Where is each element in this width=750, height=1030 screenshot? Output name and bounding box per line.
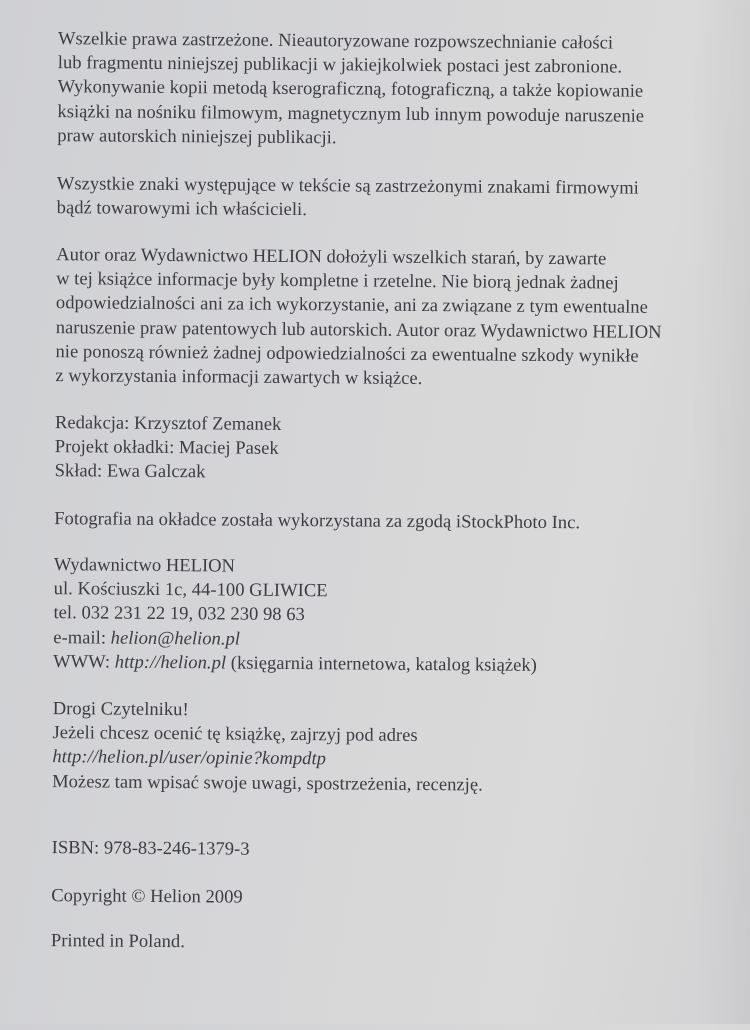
text-line: Wszystkie znaki występujące w tekście są zastrzeżonymi znakami firmowymi [56,174,639,199]
reader-line-1: Jeżeli chcesz ocenić tę książkę, zajrzyj pod adres [52,723,418,747]
publisher-www-line [53,650,537,678]
email-link: helion@helion.pl [110,628,241,650]
reader-block [52,697,483,797]
text-line: książki na nośniku filmowym, magnetycznym lub innym powoduje naruszenie [57,101,645,127]
publisher-name: Wydawnictwo HELION [53,555,236,577]
rights-paragraph [57,27,645,153]
text-line: Autor oraz Wydawnictwo HELION dołożyli wszelkich starań, by zawarte [56,245,607,270]
cover-design-credit: Projekt okładki: Maciej Pasek [54,437,279,460]
publisher-phone: tel. 032 231 22 19, 032 230 98 63 [53,603,305,626]
text-line: Wykonywanie kopii metodą kserograficzną, fotograficzną, a także kopiowanie [57,77,644,103]
copyright-text: Copyright © Helion 2009 [51,886,243,908]
text-line: Wszelkie prawa zastrzeżone. Nieautoryzowane rozpowszechnianie całości [57,29,614,54]
isbn-text: ISBN: 978-83-246-1379-3 [51,838,250,860]
text-line: praw autorskich niniejszej publikacji. [57,125,337,149]
reader-greeting: Drogi Czytelniku! [52,699,189,721]
text-line: odpowiedzialności ani za ich wykorzystanie, ani za związane z tym ewentualne [55,293,648,319]
publisher-block [53,553,538,678]
trademarks-paragraph [57,172,639,225]
text-line: w tej książce informacje były kompletne i rzetelne. Nie biorą jednak żadnej [56,269,619,294]
printed-text: Printed in Poland. [50,931,185,953]
photo-credit-text: Fotografia na okładce została wykorzystana za zgodą iStockPhoto Inc. [54,509,581,534]
credits-block [55,411,282,485]
copyright-notice [51,884,243,910]
isbn [52,836,250,862]
editor-credit: Redakcja: Krzysztof Zemanek [54,413,282,435]
text-line: lub fragmentu niniejszej publikacji w jakiejkolwiek postaci jest zabronione. [57,53,623,78]
typesetting-credit: Skład: Ewa Galczak [54,461,206,483]
text-line: z wykorzystania informacji zawartych w książce. [55,366,423,390]
text-line: nie ponoszą również żadnej odpowiedzialności za ewentualne szkody wynikłe [55,341,639,367]
review-url: http://helion.pl/user/opinie?kompdtp [52,747,327,770]
text-line: naruszenie praw patentowych lub autorskich. Autor oraz Wydawnictwo HELION [55,317,662,343]
www-note: (księgarnia internetowa, katalog książek) [226,653,538,676]
publisher-email-line [53,626,537,654]
disclaimer-paragraph [55,243,662,393]
email-label: e-mail: [53,627,111,649]
printed-in [51,929,185,954]
photo-credit [54,507,580,535]
text-line: bądź towarowymi ich właścicieli. [56,198,307,221]
www-link: http://helion.pl [114,652,227,674]
publisher-address: ul. Kościuszki 1c, 44-100 GLIWICE [53,579,328,602]
reader-line-2: Możesz tam wpisać swoje uwagi, spostrzeżenia, recenzję. [52,771,483,796]
www-label: WWW: [53,651,115,673]
